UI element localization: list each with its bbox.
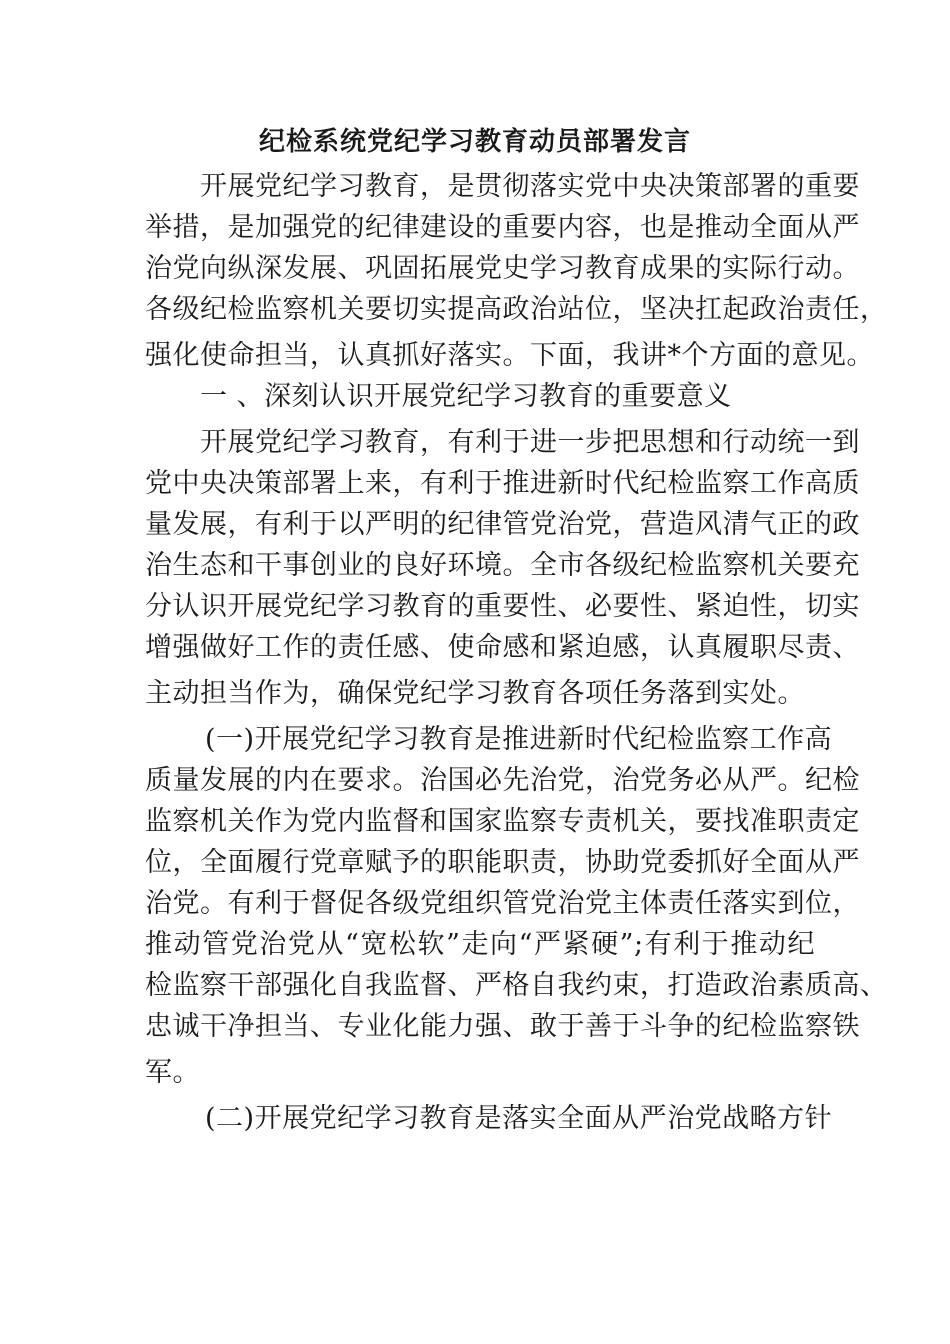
paragraph-line: 举措，是加强党的纪律建设的重要内容，也是推动全面从严 (145, 212, 860, 243)
paragraph-line: 忠诚干净担当、专业化能力强、敢于善于斗争的纪检监察铁 (145, 1011, 860, 1042)
paragraph-line: 质量发展的内在要求。治国必先治党，治党务必从严。纪检 (145, 765, 860, 796)
paragraph-line: 主动担当作为，确保党纪学习教育各项任务落到实处。 (145, 678, 805, 709)
paragraph-line: 检监察干部强化自我监督、严格自我约束，打造政治素质高、 (145, 970, 888, 1001)
subsection-line: (一)开展党纪学习教育是推进新时代纪检监察工作高 (205, 724, 833, 755)
paragraph-line: 开展党纪学习教育，有利于进一步把思想和行动统一到 (200, 427, 860, 458)
paragraph-line: 量发展，有利于以严明的纪律管党治党，营造风清气正的政 (145, 509, 860, 540)
paragraph-line: 军。 (145, 1057, 200, 1088)
paragraph-line: 增强做好工作的责任感、使命感和紧迫感，认真履职尽责、 (145, 632, 860, 663)
paragraph-line: 开展党纪学习教育，是贯彻落实党中央决策部署的重要 (200, 171, 860, 202)
paragraph-line: 党中央决策部署上来，有利于推进新时代纪检监察工作高质 (145, 468, 860, 499)
paragraph-line: 位，全面履行党章赋予的职能职责，协助党委抓好全面从严 (145, 847, 860, 878)
section-heading: 一 、深刻认识开展党纪学习教育的重要意义 (200, 381, 732, 412)
paragraph-line: 强化使命担当，认真抓好落实。下面，我讲*个方面的意见。 (145, 340, 874, 371)
document-title: 纪检系统党纪学习教育动员部署发言 (258, 127, 691, 157)
paragraph-line: 治生态和干事创业的良好环境。全市各级纪检监察机关要充 (145, 550, 860, 581)
paragraph-line: 分认识开展党纪学习教育的重要性、必要性、紧迫性，切实 (145, 591, 860, 622)
paragraph-line: 治党向纵深发展、巩固拓展党史学习教育成果的实际行动。 (145, 253, 860, 284)
paragraph-line: 治党。有利于督促各级党组织管党治党主体责任落实到位， (145, 888, 860, 919)
subsection-line: (二)开展党纪学习教育是落实全面从严治党战略方针 (205, 1103, 833, 1134)
paragraph-line: 各级纪检监察机关要切实提高政治站位，坚决扛起政治责任， (145, 294, 888, 325)
paragraph-line: 推动管党治党从“宽松软”走向“严紧硬”;有利于推动纪 (145, 929, 815, 960)
paragraph-line: 监察机关作为党内监督和国家监察专责机关，要找准职责定 (145, 806, 860, 837)
